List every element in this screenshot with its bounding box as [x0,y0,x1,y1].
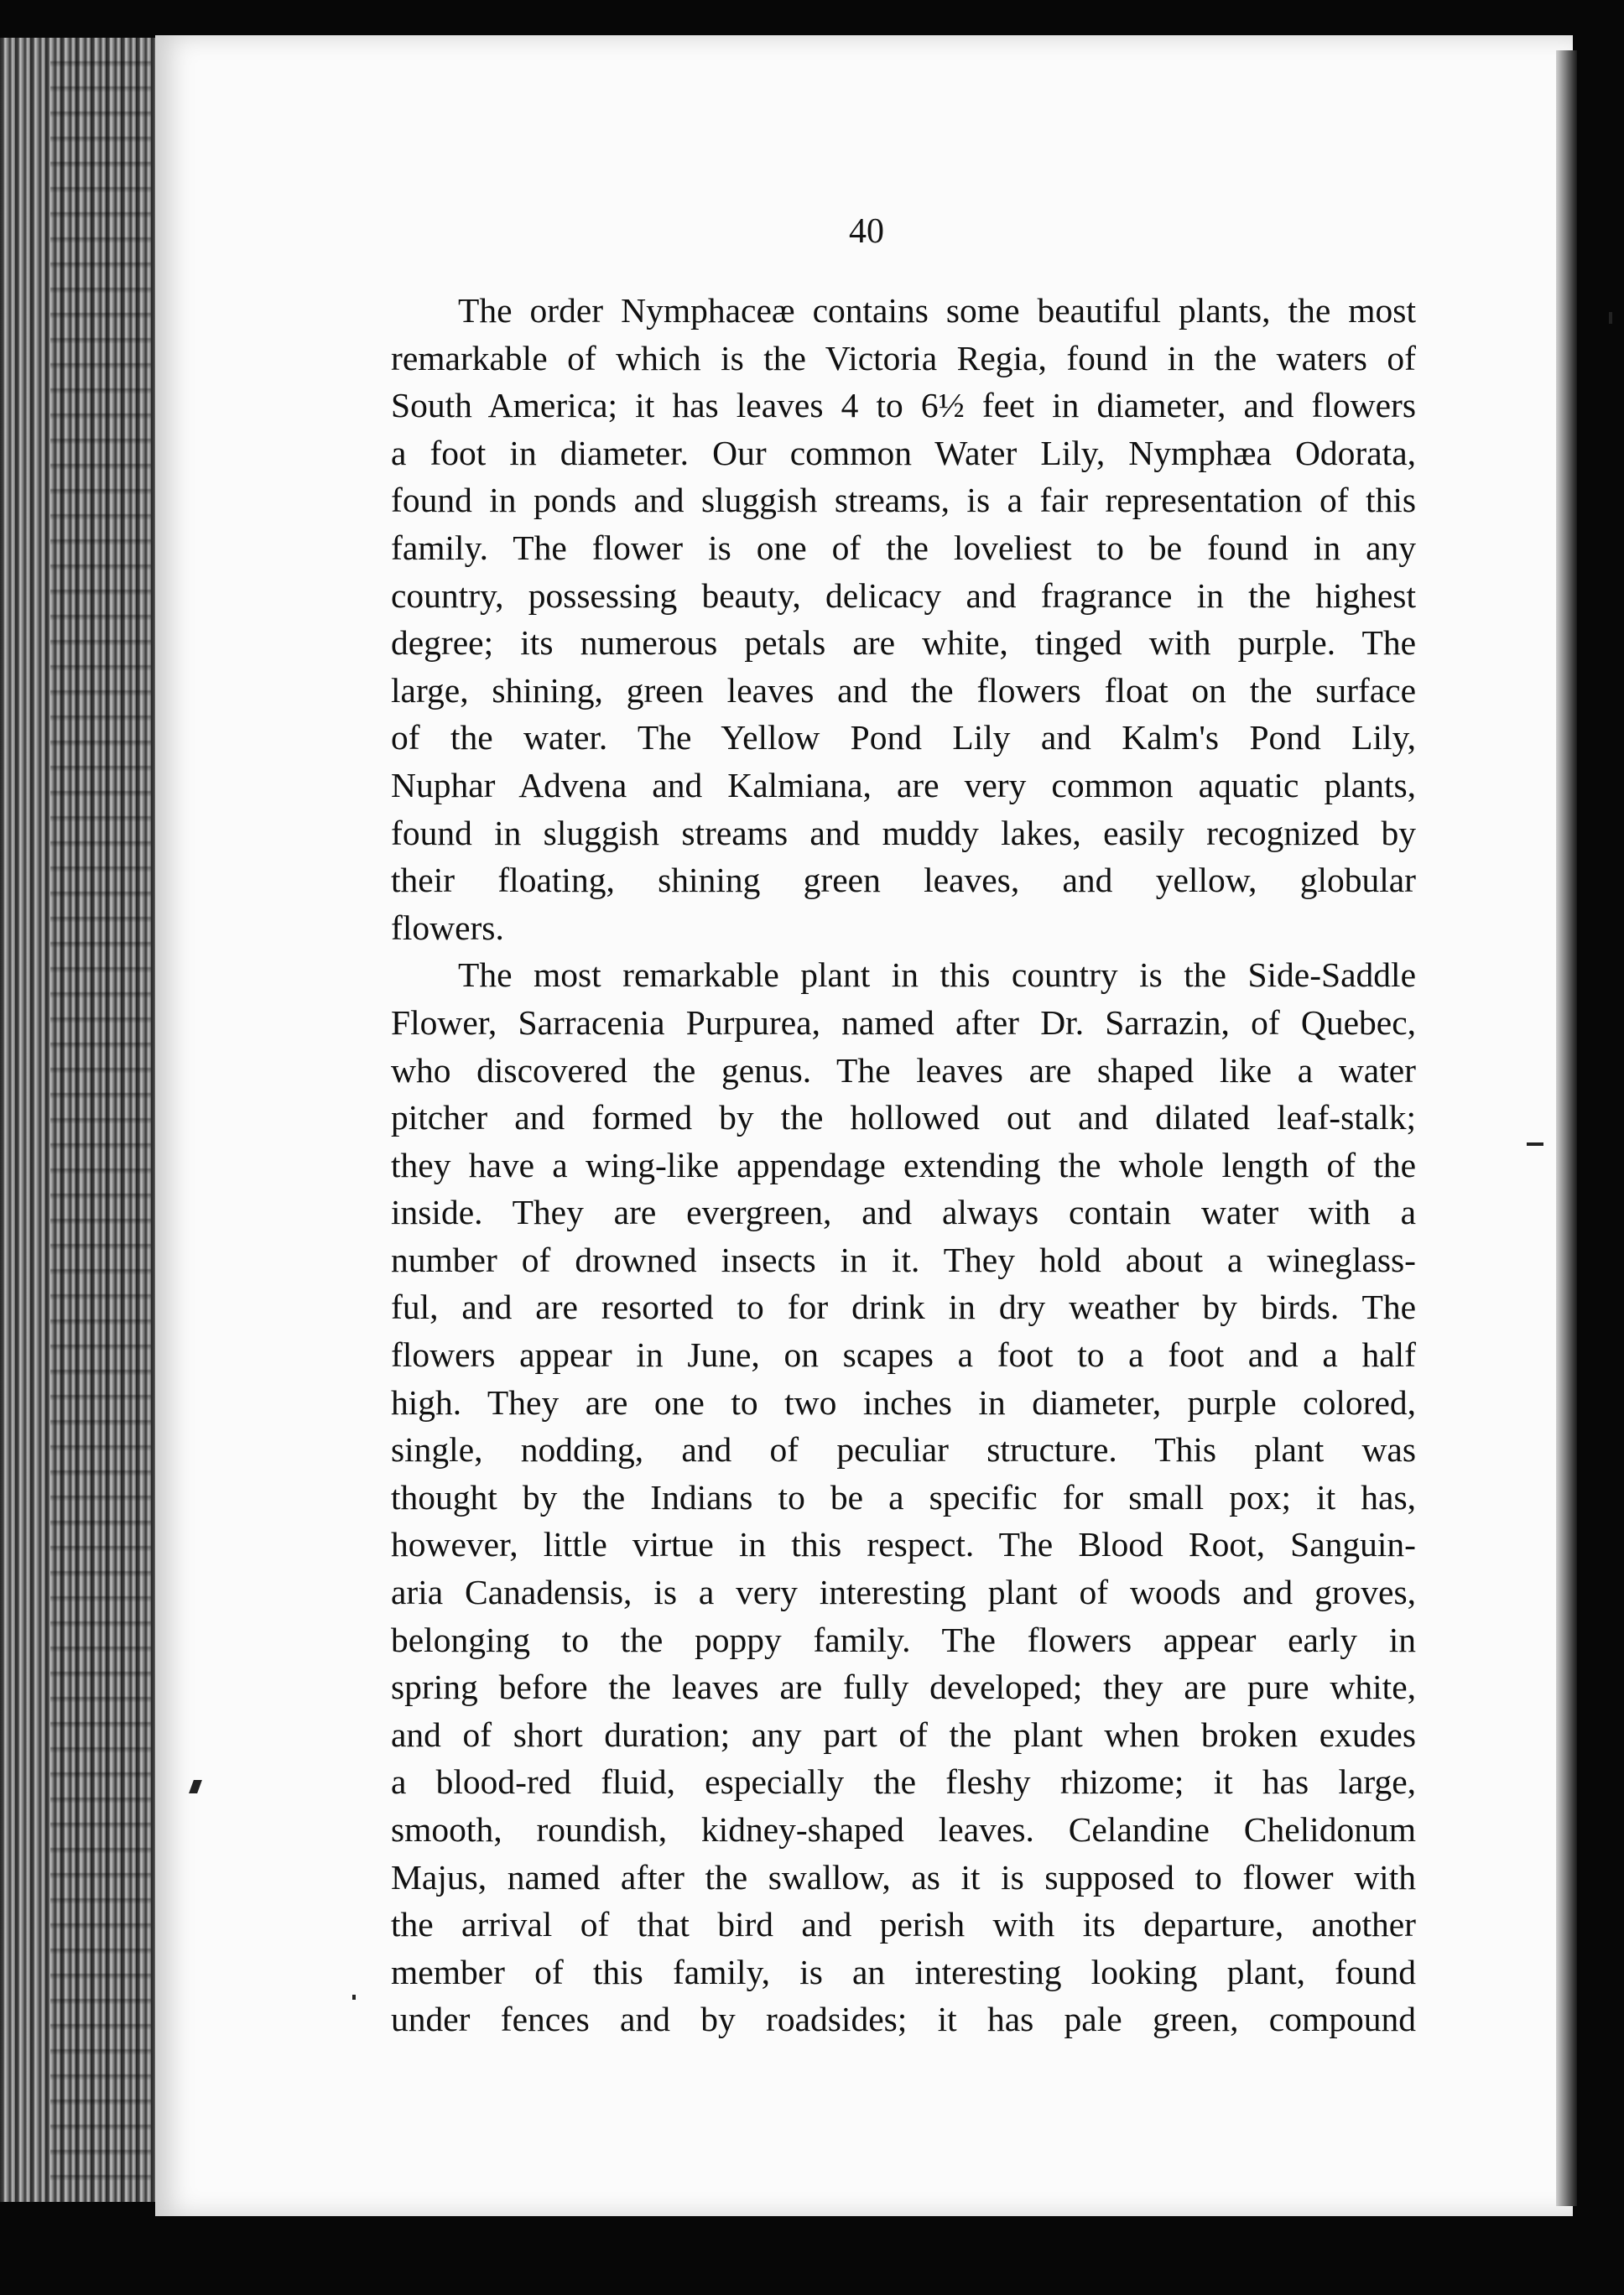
text-line: South America; it has leaves 4 to 6½ feet in diameter, and flowers [391,386,1416,425]
text-line: and of short duration; any part of the plant when broken exudes [391,1715,1416,1754]
text-line: under fences and by roadsides; it has pale green, compound [391,2000,1416,2039]
text-line: the arrival of that bird and perish with its departure, another [391,1905,1416,1944]
text-line: who discovered the genus. The leaves are shaped like a water [391,1050,1416,1090]
text-line: Nuphar Advena and Kalmiana, are very common aquatic plants, [391,765,1416,804]
text-line: Flower, Sarracenia Purpurea, named after Dr. Sarrazin, of Quebec, [391,1002,1416,1042]
text-line: aria Canadensis, is a very interesting plant of woods and groves, [391,1573,1416,1612]
right-edge-shadow [1556,50,1577,2206]
text-line: pitcher and formed by the hollowed out and dilated leaf-stalk; [391,1098,1416,1137]
text-line: ful, and are resorted to for drink in dry weather by birds. The [391,1288,1416,1327]
text-line: flowers appear in June, on scapes a foot to a foot and a half [391,1335,1416,1375]
text-line: high. They are one to two inches in diameter, purple colored, [391,1382,1416,1422]
text-line: The order Nymphaceæ contains some beautiful plants, the most [458,291,1416,330]
text-line: found in sluggish streams and muddy lakes, easily recognized by [391,813,1416,852]
text-line: The most remarkable plant in this country is the Side-Saddle [458,955,1416,995]
body-text [391,287,1416,2043]
text-line: large, shining, green leaves and the flowers float on the surface [391,670,1416,710]
text-line: they have a wing-like appendage extending the whole length of the [391,1145,1416,1184]
text-line: of the water. The Yellow Pond Lily and Kalm's Pond Lily, [391,718,1416,757]
paragraph-1 [391,287,1416,951]
text-line: country, possessing beauty, delicacy and fragrance in the highest [391,575,1416,615]
text-line: single, nodding, and of peculiar structure. This plant was [391,1430,1416,1470]
text-line: their floating, shining green leaves, and yellow, globular [391,861,1416,900]
text-line: family. The flower is one of the loveliest to be found in any [391,528,1416,567]
text-line: Majus, named after the swallow, as it is supposed to flower with [391,1857,1416,1897]
text-line: remarkable of which is the Victoria Regia, found in the waters of [391,338,1416,377]
text-line: found in ponds and sluggish streams, is a fair representation of this [391,481,1416,520]
text-line: degree; its numerous petals are white, tinged with purple. The [391,623,1416,663]
text-line: however, little virtue in this respect. The Blood Root, Sanguin- [391,1525,1416,1564]
text-line: spring before the leaves are fully developed; they are pure white, [391,1668,1416,1707]
text-line: thought by the Indians to be a specific for small pox; it has, [391,1477,1416,1517]
text-line: a blood-red fluid, especially the fleshy rhizome; it has large, [391,1762,1416,1802]
text-line: a foot in diameter. Our common Water Lily, Nymphæa Odorata, [391,433,1416,472]
text-line: member of this family, is an interesting looking plant, found [391,1952,1416,1991]
binding-shadow [50,42,151,2189]
scan-blemish [352,1995,356,2000]
text-line: inside. They are evergreen, and always contain water with a [391,1193,1416,1232]
page-number: 40 [849,212,884,251]
text-line: flowers. [391,908,504,947]
scan-blemish [1609,312,1612,324]
scan-blemish [1527,1142,1543,1146]
text-line: belonging to the poppy family. The flowers appear early in [391,1620,1416,1659]
text-line: smooth, roundish, kidney-shaped leaves. Celandine Chelidonum [391,1810,1416,1849]
text-line: number of drowned insects in it. They hold about a wineglass- [391,1240,1416,1279]
paragraph-2 [391,951,1416,2043]
